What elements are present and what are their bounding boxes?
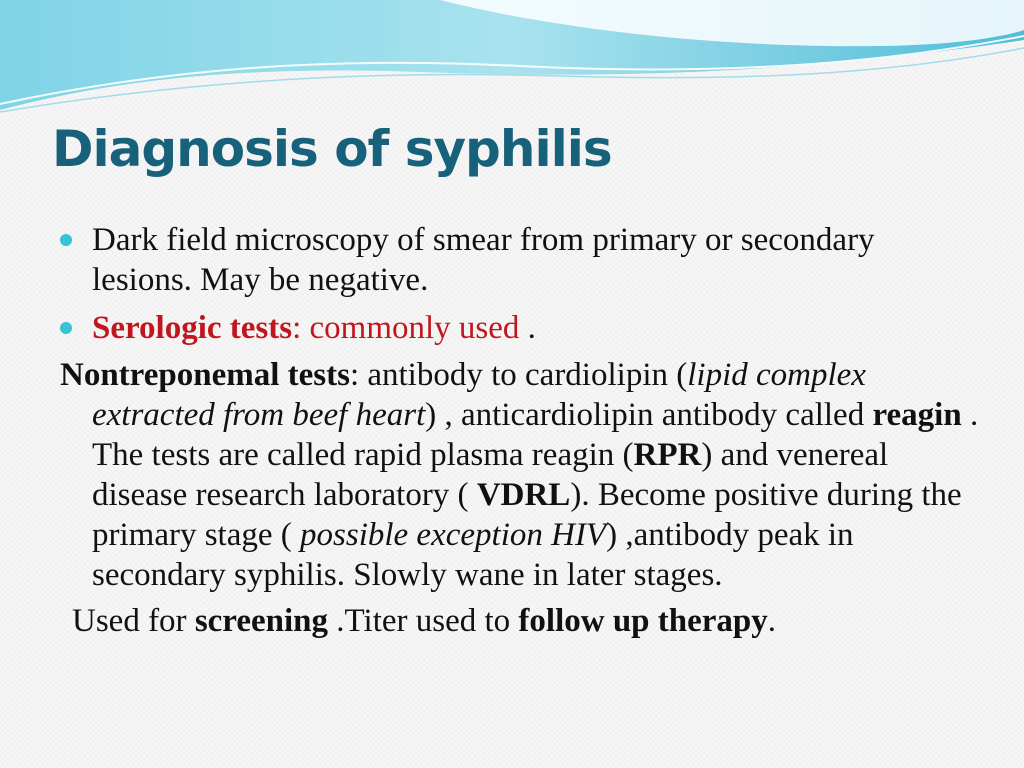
hiv-exception-note: possible exception HIV bbox=[300, 517, 607, 553]
serologic-term: Serologic tests bbox=[92, 310, 293, 346]
slide-body bbox=[60, 220, 980, 641]
text-run: . bbox=[767, 603, 777, 639]
text-run: : antibody to cardiolipin ( bbox=[349, 357, 688, 393]
slide-title: Diagnosis of syphilis bbox=[52, 120, 612, 178]
follow-up-term: follow up therapy bbox=[518, 603, 768, 639]
rpr-term: RPR bbox=[633, 437, 702, 473]
text-run: . The tests are called rapid plasma reagin ( bbox=[92, 397, 979, 473]
text-run: ) , anticardiolipin antibody called bbox=[425, 397, 873, 433]
usage-paragraph bbox=[72, 601, 980, 641]
serologic-desc: : commonly used bbox=[292, 310, 520, 346]
nontreponemal-term: Nontreponemal tests bbox=[60, 357, 350, 393]
serologic-end: . bbox=[519, 310, 536, 346]
nontreponemal-paragraph bbox=[60, 355, 980, 595]
text-run: ) and venereal disease research laboratory ( bbox=[92, 437, 889, 513]
bullet-serologic bbox=[60, 308, 980, 348]
reagin-term: reagin bbox=[872, 397, 962, 433]
bullet-dot-icon bbox=[60, 322, 72, 334]
lipid-note: lipid complex extracted from beef heart bbox=[92, 357, 866, 433]
bullet-dark-field bbox=[60, 220, 980, 300]
text-run: Used for bbox=[72, 603, 195, 639]
bullet-text: Dark field microscopy of smear from primary or secondary lesions. May be negative. bbox=[92, 222, 875, 298]
screening-term: screening bbox=[194, 603, 329, 639]
vdrl-term: VDRL bbox=[476, 477, 571, 513]
header-swoosh-decoration bbox=[0, 0, 1024, 120]
text-run: ) ,antibody peak in secondary syphilis. Slowly wane in later stages. bbox=[92, 517, 854, 593]
text-run: .Titer used to bbox=[328, 603, 519, 639]
bullet-dot-icon bbox=[60, 234, 72, 246]
text-run: ). Become positive during the primary stage ( bbox=[92, 477, 962, 553]
